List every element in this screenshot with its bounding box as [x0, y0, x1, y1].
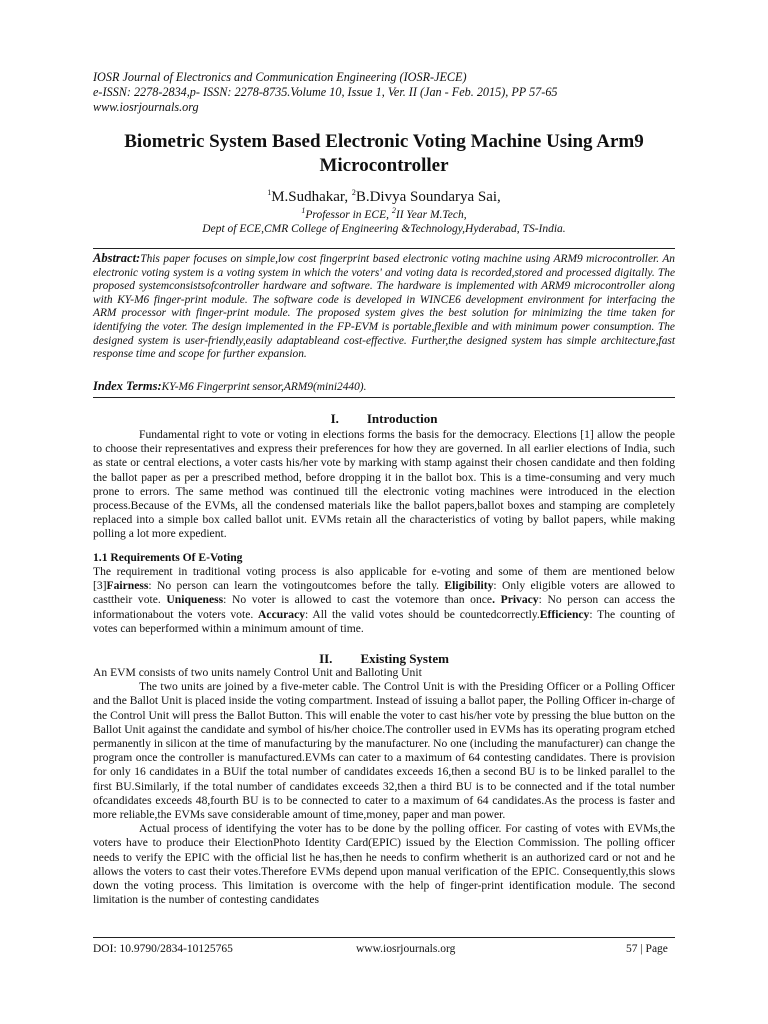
- existing-system-body: [93, 666, 675, 907]
- role-1: Professor in ECE,: [305, 209, 392, 221]
- author-2: B.Divya Soundarya Sai,: [355, 189, 501, 205]
- section-title: Existing System: [360, 651, 449, 666]
- author-roles: [60, 208, 708, 222]
- index-terms-text: KY-M6 Fingerprint sensor,ARM9(mini2440).: [161, 381, 367, 393]
- introduction-body: [93, 428, 675, 542]
- paper-title: Biometric System Based Electronic Voting Machine Using Arm9 Microcontroller: [124, 131, 644, 176]
- abstract: [93, 248, 675, 362]
- term-uniqueness: Uniqueness: [166, 593, 224, 607]
- requirements-intro: The requirement in traditional voting process is also applicable for e-voting and some of them are mentioned below [3]: [93, 565, 675, 593]
- journal-issn: e-ISSN: 2278-2834,p- ISSN: 2278-8735.Volume 10, Issue 1, Ver. II (Jan - Feb. 2015), PP 57-65: [93, 85, 558, 99]
- footer-page-number: 57 | Page: [626, 943, 668, 955]
- eligibility-definition: : Only eligible voters are allowed to casttheir vote.: [93, 579, 675, 607]
- footer-divider: [93, 937, 675, 938]
- accuracy-definition: : All the valid votes should be countedcorrectly.: [305, 607, 540, 621]
- index-terms: [93, 379, 675, 398]
- section-title: Introduction: [366, 411, 438, 426]
- footer-website: www.iosrjournals.org: [356, 943, 456, 955]
- term-efficiency: Efficiency: [539, 607, 590, 621]
- footer-doi: DOI: 10.9790/2834-10125765: [93, 943, 233, 955]
- abstract-label: Abstract:: [93, 251, 141, 265]
- journal-header: [93, 70, 693, 115]
- author-1: M.Sudhakar,: [271, 189, 352, 205]
- abstract-text: This paper focuses on simple,low cost fingerprint based electronic voting machine using ARM9 microcontroller. An electronic voting system is a voting system in which the voters' and voting data is recorded,stored and processed digitally. The proposed systemconsistsofcontroller hardware and software. The hardware is implemented with ARM9 microcontroller along with KY-M6 finger-print module. The software code is developed in WINCE6 development environment for interfacing the ARM processor with finger-print module. The proposed system gives the best solution for minimizing the time taken for identifying the voter. The design implemented in the FP-EVM is portable,flexible and with minimum power consumption. The designed system is user-friendly,easily adaptableand cost-effective. Further,the designed system has simple architecture,fast response time and scope for further expansion.: [93, 253, 675, 361]
- paragraph: Actual process of identifying the voter has to be done by the polling officer. For casting of votes with EVMs,the voters have to produce their ElectionPhoto Identity Card(EPIC) issued by the Election Commission. The polling officer needs to verify the EPIC with the official list he has,then he needs to confirm whetherit is an authorized card or not and he allows the voters to cast their votes.Therefore EVMs depend upon manual verification of the EPIC. Consequently,this slows down the voting process. This limitation is overcome with the help of finger-print identification module. The second limitation is the number of contesting candidates: [93, 822, 675, 907]
- role-2-superscript: 2: [391, 206, 396, 216]
- section-number: II.: [319, 651, 333, 666]
- efficiency-definition: : The counting of votes can beperformed within a minimum amount of time.: [93, 607, 675, 635]
- term-privacy: . Privacy: [492, 593, 539, 607]
- section-number: I.: [330, 411, 339, 426]
- author-affiliation: Dept of ECE,CMR College of Engineering &Technology,Hyderabad, TS-India.: [202, 223, 566, 235]
- subsection-heading: 1.1 Requirements Of E-Voting: [93, 551, 243, 564]
- role-1-superscript: 1: [301, 206, 306, 216]
- paragraph: [93, 565, 675, 636]
- section-heading-existing-system: [93, 651, 675, 667]
- journal-name: IOSR Journal of Electronics and Communication Engineering (IOSR-JECE): [93, 70, 467, 84]
- section-heading-introduction: [93, 411, 675, 427]
- role-2: II Year M.Tech,: [395, 209, 467, 221]
- author-list: [60, 188, 708, 206]
- paragraph: Fundamental right to vote or voting in elections forms the basis for the democracy. Elections [1] allow the people to choose their representatives and express their preferences for how they are governed. In all earlier elections of India, such as state or central elections, a voter casts his/her vote by marking with stamp against their chosen candidate and then folding the ballot paper as per a prescribed method, before dropping it in the ballot box. This is a time-consuming and very much prone to errors. The same method was continued till the electronic voting machines were introduced in the election process.Because of the EVMs, all the condensed materials like the ballot papers,ballot boxes and stamping are completely replaced into a simple box called ballot unit. EVMs retain all the characteristics of voting by ballot papers, while making polling a lot more expedient.: [93, 428, 675, 541]
- term-accuracy: Accuracy: [258, 607, 306, 621]
- uniqueness-definition: : No voter is allowed to cast the votemore than once: [223, 593, 493, 607]
- paragraph: An EVM consists of two units namely Control Unit and Balloting Unit: [93, 666, 422, 679]
- journal-website: www.iosrjournals.org: [93, 100, 199, 114]
- author-1-superscript: 1: [267, 188, 272, 197]
- privacy-definition: : No person can access the informationabout the voters vote.: [93, 593, 675, 621]
- term-eligibility: Eligibility: [444, 579, 494, 593]
- author-2-superscript: 2: [351, 188, 356, 197]
- requirements-body: [93, 565, 675, 636]
- paragraph: The two units are joined by a five-meter cable. The Control Unit is with the Presiding Officer or a Polling Officer and the Ballot Unit is placed inside the voting compartment. Instead of issuing a ballot paper, the Polling Officer in-charge of the Control Unit will press the Ballot Button. This will enable the voter to cast his/her vote by pressing the blue button on the Ballot Unit against the candidate and symbol of his/her choice.The controller used in EVMs has its operating program etched permanently in silicon at the time of manufacturing by the manufacturer. No one (including the manufacturer) can change the program once the controller is manufactured.EVMs can cater to a maximum of 64 contesting candidates. There is provision for only 16 candidates in a BUif the total number of candidates exceeds 16,then a second BU is to be linked parallel to the first BU.Similarly, if the total number of candidates exceeds 32,then a third BU is to be connected and if the total number ofcandidates exceeds 48,fourth BU is to be connected to cater to a maximum of 64 candidates.As the process is faster and more reliable,the EVMs save considerable amount of time,money, paper and man power.: [93, 680, 675, 822]
- fairness-definition: : No person can learn the votingoutcomes before the tally.: [148, 579, 445, 593]
- term-fairness: Fairness: [106, 579, 149, 593]
- index-terms-label: Index Terms:: [93, 379, 162, 393]
